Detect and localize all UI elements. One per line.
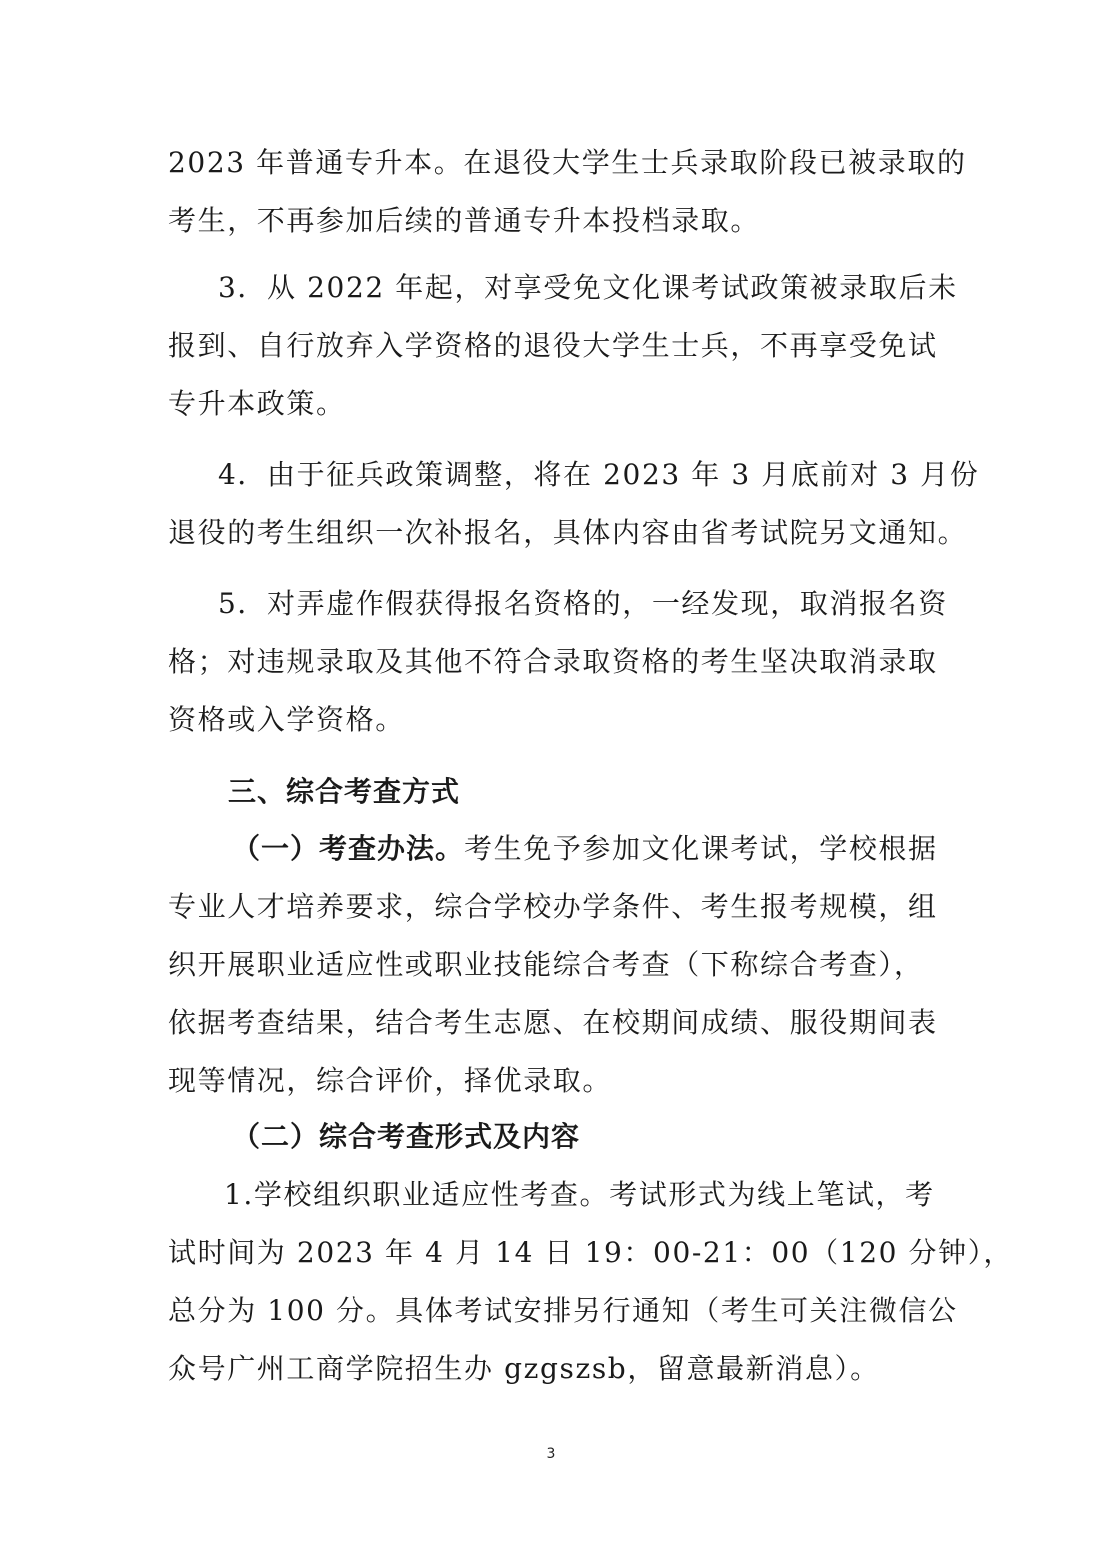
list-item-4-line: 4．由于征兵政策调整，将在 2023 年 3 月底前对 3 月份 [218,458,980,491]
paragraph-line: 总分为 100 分。具体考试安排另行通知（考生可关注微信公 [168,1294,958,1327]
list-item-5-line: 5．对弄虚作假获得报名资格的，一经发现，取消报名资 [218,587,948,620]
paragraph-line: 试时间为 2023 年 4 月 14 日 19：00-21：00（120 分钟）， [168,1236,1013,1269]
paragraph-line: 考生，不再参加后续的普通专升本投档录取。 [168,204,761,237]
paragraph-line: 依据考查结果，结合考生志愿、在校期间成绩、服役期间表 [168,1006,938,1039]
paragraph-line: 专升本政策。 [168,387,346,420]
paragraph-line: 资格或入学资格。 [168,703,405,736]
subsection-heading: （二）综合考查形式及内容 [232,1120,581,1153]
paragraph-line: 退役的考生组织一次补报名，具体内容由省考试院另文通知。 [168,516,968,549]
paragraph-line: 格；对违规录取及其他不符合录取资格的考生坚决取消录取 [168,645,938,678]
page-number: 3 [546,1446,556,1462]
paragraph-text: 考生免予参加文化课考试，学校根据 [464,832,938,865]
paragraph-line: 2023 年普通专升本。在退役大学生士兵录取阶段已被录取的 [168,146,967,179]
paragraph-line: 报到、自行放弃入学资格的退役大学生士兵，不再享受免试 [168,329,938,362]
subsection-paragraph-line [232,829,938,869]
list-item-1-line: 1.学校组织职业适应性考查。考试形式为线上笔试，考 [224,1178,935,1211]
section-heading: 三、综合考查方式 [228,775,461,808]
subsection-heading: （一）考查办法。 [232,832,465,865]
paragraph-line: 专业人才培养要求，综合学校办学条件、考生报考规模，组 [168,890,938,923]
paragraph-line: 众号广州工商学院招生办 gzgszsb，留意最新消息）。 [168,1352,880,1385]
paragraph-line: 织开展职业适应性或职业技能综合考查（下称综合考查）， [168,948,924,981]
paragraph-line: 现等情况，综合评价，择优录取。 [168,1064,613,1097]
list-item-3-line: 3．从 2022 年起，对享受免文化课考试政策被录取后未 [218,271,958,304]
